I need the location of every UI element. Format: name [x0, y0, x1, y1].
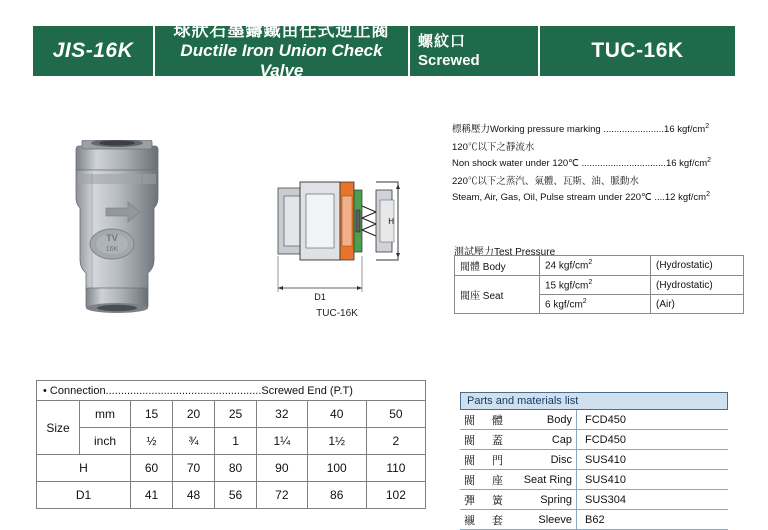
- dimension-cell: 60: [131, 455, 173, 482]
- test-pressure-value-seat-air-sup: 2: [582, 297, 587, 305]
- test-pressure-value-body-text: 24 kgf/cm: [545, 260, 589, 272]
- spec-nonshock-water-cn: 120℃以下之靜流水: [452, 142, 535, 154]
- header-connection-en: Screwed: [418, 52, 480, 69]
- header-model-label: TUC-16K: [591, 39, 684, 62]
- part-name-sleeve: [460, 510, 577, 530]
- part-name-cn: 閥 座: [464, 474, 506, 487]
- svg-text:16K: 16K: [105, 246, 119, 253]
- part-name-disc: [460, 450, 577, 470]
- dimension-label-h: H: [388, 217, 394, 226]
- dimension-cell: 50: [366, 401, 425, 428]
- spec-steam-air-en: [452, 188, 758, 204]
- test-pressure-value-body: [540, 256, 651, 276]
- dimension-row-label-d1: D1: [37, 482, 131, 509]
- test-pressure-value-seat-hydro-sup: 2: [588, 278, 593, 286]
- part-name-spring: [460, 490, 577, 510]
- dimension-cell: 102: [366, 482, 425, 509]
- spec-steam-air-text: Steam, Air, Gas, Oil, Pulse stream under 220℃ ....12 kgf/cm: [452, 192, 707, 204]
- dimension-cell: 25: [215, 401, 257, 428]
- dimension-cell: ½: [131, 428, 173, 455]
- test-pressure-value-body-sup: 2: [588, 259, 593, 267]
- header-connection-cn: 螺紋口: [418, 33, 467, 50]
- header-standard: [33, 26, 153, 76]
- table-row: [460, 450, 728, 470]
- dimension-cell: 1½: [307, 428, 366, 455]
- dimension-cell: 48: [173, 482, 215, 509]
- dimension-cell: ¾: [173, 428, 215, 455]
- part-name-cn: 閥 門: [464, 454, 506, 467]
- part-name-en: Spring: [540, 493, 572, 506]
- part-name-cn: 閥 體: [464, 414, 506, 427]
- cross-section-drawing: [272, 160, 402, 310]
- test-pressure-note-body: (Hydrostatic): [651, 256, 744, 276]
- table-row: [455, 276, 744, 295]
- product-photo: [62, 140, 172, 315]
- dimension-row-label-mm: mm: [80, 401, 131, 428]
- part-material-body: FCD450: [577, 410, 729, 430]
- dimension-cell: 56: [215, 482, 257, 509]
- dimension-cell: 86: [307, 482, 366, 509]
- part-name-en: Sleeve: [538, 513, 572, 526]
- part-material-cap: FCD450: [577, 430, 729, 450]
- dimension-table: [36, 400, 426, 509]
- spec-steam-air-cn: 220℃以下之蒸汽、氣體、瓦斯、油、脈動水: [452, 176, 639, 188]
- part-name-cn: 彈 簧: [464, 494, 506, 507]
- part-material-disc: SUS410: [577, 450, 729, 470]
- part-name-cn: 襯 套: [464, 514, 506, 527]
- part-name-cap: [460, 430, 577, 450]
- test-pressure-label-seat: 閥座 Seat: [455, 276, 540, 314]
- part-name-en: Seat Ring: [523, 473, 572, 486]
- dimension-size-label: Size: [37, 401, 80, 455]
- part-name-en: Cap: [551, 433, 572, 446]
- dimension-cell: 100: [307, 455, 366, 482]
- table-row: [460, 510, 728, 530]
- part-name-body: [460, 410, 577, 430]
- table-row: [455, 256, 744, 276]
- spec-working-pressure: [452, 120, 758, 136]
- dimension-row-label-h: H: [37, 455, 131, 482]
- part-material-seat-ring: SUS410: [577, 470, 729, 490]
- parts-materials-table: [460, 410, 728, 530]
- header-product-name-en: Ductile Iron Union Check Valve: [180, 41, 383, 80]
- dimension-cell: 1: [215, 428, 257, 455]
- dimension-cell: 90: [257, 455, 308, 482]
- dimension-cell: 20: [173, 401, 215, 428]
- part-material-spring: SUS304: [577, 490, 729, 510]
- dimension-cell: 70: [173, 455, 215, 482]
- test-pressure-value-seat-air: [540, 295, 651, 314]
- product-header-banner: [33, 21, 735, 80]
- spec-working-pressure-sup: 2: [705, 123, 710, 130]
- table-row: [460, 490, 728, 510]
- dimension-cell: 1¼: [257, 428, 308, 455]
- part-name-en: Disc: [550, 453, 572, 466]
- table-row: [37, 428, 426, 455]
- test-pressure-note-seat-hydro: (Hydrostatic): [651, 276, 744, 295]
- part-material-sleeve: B62: [577, 510, 729, 530]
- parts-list-title: Parts and materials list: [460, 392, 728, 410]
- test-pressure-label-body: 閥體 Body: [455, 256, 540, 276]
- table-row: [37, 482, 426, 509]
- dimension-cell: 72: [257, 482, 308, 509]
- spec-nonshock-water-sup: 2: [707, 157, 712, 165]
- test-pressure-value-seat-hydro: [540, 276, 651, 295]
- header-product-name: [155, 21, 408, 80]
- part-name-en: Body: [546, 413, 572, 426]
- part-name-cn: 閥 蓋: [464, 434, 506, 447]
- test-pressure-value-seat-hydro-text: 15 kgf/cm: [545, 280, 589, 292]
- header-standard-label: JIS-16K: [52, 39, 134, 62]
- spec-nonshock-water-en: [452, 154, 758, 170]
- spec-nonshock-water-text: Non shock water under 120℃ ................................16 kgf/cm: [452, 158, 708, 170]
- dimension-cell: 32: [257, 401, 308, 428]
- header-connection-type: [410, 26, 538, 76]
- part-name-seat-ring: [460, 470, 577, 490]
- dimension-cell: 41: [131, 482, 173, 509]
- test-pressure-table: [454, 255, 744, 314]
- test-pressure-title: 測試壓力Test Pressure: [454, 247, 556, 258]
- drawing-caption: TUC-16K: [316, 308, 358, 319]
- dimension-cell: 110: [366, 455, 425, 482]
- pressure-spec-block: [452, 120, 758, 204]
- table-row: [37, 401, 426, 428]
- table-row: [460, 410, 728, 430]
- dimension-cell: 15: [131, 401, 173, 428]
- dimension-cell: 40: [307, 401, 366, 428]
- test-pressure-note-seat-air: (Air): [651, 295, 744, 314]
- dimension-table-wrapper: [36, 380, 426, 509]
- table-row: [460, 470, 728, 490]
- table-row: [37, 455, 426, 482]
- table-row: [460, 430, 728, 450]
- dimension-row-label-inch: inch: [80, 428, 131, 455]
- dimension-label-d1: D1: [314, 292, 326, 302]
- spec-steam-air-sup: 2: [706, 191, 710, 199]
- test-pressure-value-seat-air-text: 6 kgf/cm: [545, 299, 583, 311]
- dimension-cell: 2: [366, 428, 425, 455]
- spec-working-pressure-text: 標稱壓力Working pressure marking .......................16 kgf/cm: [452, 124, 706, 136]
- header-product-name-cn: 球狀石墨鑄鐵由任式逆止閥: [173, 21, 390, 40]
- header-model: [540, 26, 735, 76]
- dimension-cell: 80: [215, 455, 257, 482]
- svg-text:TV: TV: [106, 233, 118, 243]
- dimension-table-header: • Connection...................................................Screwed End (P.T): [36, 380, 426, 400]
